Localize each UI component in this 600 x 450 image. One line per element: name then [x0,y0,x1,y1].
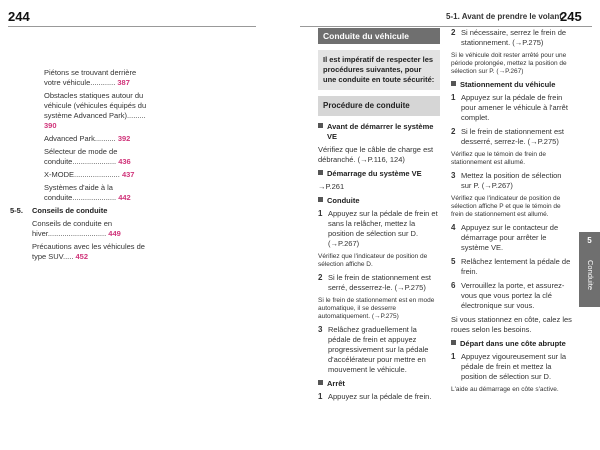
toc-page: 387 [117,78,130,87]
step-number: 1 [318,209,323,218]
note: L'aide au démarrage en côte s'active. [451,386,559,393]
toc-item[interactable]: Précautions avec les véhicules de type SUV..... 452 [32,242,145,261]
heading: Départ dans une côte abrupte [451,339,573,349]
step: 1 Appuyez sur la pédale de frein et sans la relâcher, mettez la position de sélection sur D. (→P.267) [318,209,438,248]
step-number: 6 [451,281,456,290]
column-2 [451,28,573,398]
square-bullet-icon [451,340,456,345]
square-bullet-icon [318,170,323,175]
paragraph: Si vous stationnez en côte, calez les roues selon les besoins. [451,315,572,334]
step: 2 Si le frein de stationnement est desserré, serrez-le. (→P.275) [451,127,564,146]
square-bullet-icon [318,380,323,385]
paragraph: Vérifiez que le câble de charge est débranché. (→P.116, 124) [318,145,434,164]
toc-item[interactable]: X-MODE...................... 437 [44,170,135,179]
step: 3 Relâchez graduellement la pédale de frein et appuyez progressivement sur la pédale d'accélérateur pour mettre en mouvement le véhicule. [318,325,429,374]
note: Vérifiez que l'indicateur de position de sélection affiche D. [318,253,428,268]
step-number: 2 [451,127,456,136]
left-page-number: 244 [8,9,30,24]
step: 2 Si nécessaire, serrez le frein de stationnement. (→P.275) [451,28,567,47]
heading: Conduite [318,196,440,206]
subsection-title-box: Procédure de conduite [318,96,440,116]
step: 6 Verrouillez la porte, et assurez-vous que vous portez la clé électronique sur vous. [451,281,565,310]
square-bullet-icon [451,81,456,86]
note: Si le véhicule doit rester arrêté pour une période prolongée, mettez la position de sélection sur P. (→P.267) [451,52,567,75]
step-number: 4 [451,223,456,232]
step: 2 Si le frein de stationnement est serré, desserrez-le. (→P.275) [318,273,431,292]
note: Si le frein de stationnement est en mode automatique, il se desserre automatiquement. (→P.275) [318,297,435,320]
chapter-tab-number: 5 [587,236,592,245]
table-of-contents [10,68,148,265]
toc-page: 390 [44,121,57,130]
note: Vérifiez que le témoin de frein de stationnement est allumé. [451,151,547,166]
toc-page: 452 [75,252,89,261]
step: 1 Appuyez sur la pédale de frein. [318,392,432,401]
step: 1 Appuyez sur la pédale de frein pour amener le véhicule à l'arrêt complet. [451,93,568,122]
toc-item[interactable]: Sélecteur de mode de conduite..................... 436 [44,147,131,166]
step: 4 Appuyez sur le contacteur de démarrage pour arrêter le système VE. [451,223,559,252]
toc-item[interactable]: Conseils de conduite en hiver............................ 449 [32,219,121,238]
heading: Stationnement du véhicule [451,80,573,90]
step-number: 1 [451,93,456,102]
step-number: 2 [318,273,323,282]
step-number: 2 [451,28,456,37]
step-number: 3 [451,171,456,180]
step-number: 3 [318,325,323,334]
heading: Avant de démarrer le système VE [318,122,440,142]
step-number: 1 [451,352,456,361]
section-title-bar: Conduite du véhicule [318,28,440,44]
square-bullet-icon [318,197,323,202]
toc-page: 392 [117,134,131,143]
toc-page: 449 [108,229,121,238]
toc-item[interactable]: Obstacles statiques autour du véhicule (véhicules équipés du système Advanced Park)......... 390 [44,91,147,130]
step: 5 Relâchez lentement la pédale de frein. [451,257,571,276]
chapter-tab-label: Conduite [586,260,595,291]
toc-section-heading: 5-5. Conseils de conduite [10,206,108,215]
heading: Arrêt [318,379,440,389]
paragraph: →P.261 [318,182,345,191]
step: 1 Appuyez vigoureusement sur la pédale de frein et mettez la position de sélection sur D. [451,352,567,381]
toc-page: 442 [118,193,131,202]
toc-page: 436 [118,157,131,166]
running-head: 5-1. Avant de prendre le volant [446,12,562,21]
warning-box: Il est impératif de respecter les procédures suivantes, pour une conduite en toute sécurité: [318,50,440,90]
toc-item[interactable]: Piétons se trouvant derrière votre véhicule............ 387 [44,68,137,87]
right-header-rule [300,26,592,27]
step: 3 Mettez la position de sélection sur P. (→P.267) [451,171,562,190]
heading: Démarrage du système VE [318,169,440,179]
right-page-number: 245 [560,9,582,24]
left-header-rule [8,26,256,27]
note: Vérifiez que l'indicateur de position de sélection affiche P et que le témoin de frein de stationnement est allumé. [451,195,561,218]
step-number: 1 [318,392,323,401]
toc-page: 437 [121,170,135,179]
column-1 [318,28,440,406]
step-number: 5 [451,257,456,266]
square-bullet-icon [318,123,323,128]
toc-item[interactable]: Advanced Park.......... 392 [44,134,131,143]
toc-item[interactable]: Systèmes d'aide à la conduite..................... 442 [44,183,131,202]
